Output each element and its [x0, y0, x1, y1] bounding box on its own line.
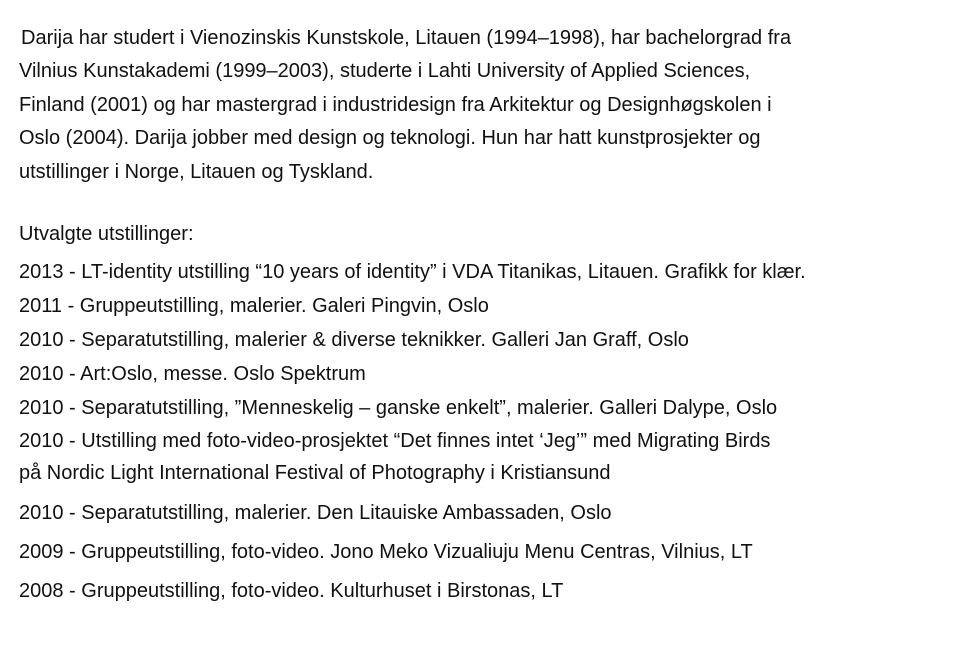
bio-line: Darija har studert i Vienozinskis Kunstskole, Litauen (1994–1998), har bachelorgrad fra: [21, 27, 792, 49]
exhibition-item: 2008 - Gruppeutstilling, foto-video. Kulturhuset i Birstonas, LT: [19, 580, 564, 602]
exhibition-item: 2011 - Gruppeutstilling, malerier. Galeri Pingvin, Oslo: [19, 295, 489, 317]
exhibition-item-continuation: på Nordic Light International Festival of Photography i Kristiansund: [19, 462, 611, 484]
bio-line: utstillinger i Norge, Litauen og Tyskland.: [19, 160, 374, 183]
exhibition-item: 2013 - LT-identity utstilling “10 years of identity” i VDA Titanikas, Litauen. Grafikk for klær.: [19, 261, 806, 283]
exhibition-item: 2010 - Separatutstilling, malerier. Den Litauiske Ambassaden, Oslo: [19, 502, 612, 524]
exhibition-item: 2009 - Gruppeutstilling, foto-video. Jono Meko Vizualiuju Menu Centras, Vilnius, LT: [19, 541, 753, 563]
exhibition-item: 2010 - Utstilling med foto-video-prosjektet “Det finnes intet ‘Jeg’” med Migrating Birds: [19, 430, 771, 452]
bio-line: Finland (2001) og har mastergrad i industridesign fra Arkitektur og Designhøgskolen i: [19, 93, 772, 116]
exhibition-item: 2010 - Separatutstilling, malerier & diverse teknikker. Galleri Jan Graff, Oslo: [19, 329, 689, 351]
exhibitions-heading: Utvalgte utstillinger:: [19, 223, 194, 245]
bio-line: Oslo (2004). Darija jobber med design og teknologi. Hun har hatt kunstprosjekter og: [19, 127, 761, 150]
exhibition-item: 2010 - Art:Oslo, messe. Oslo Spektrum: [19, 363, 366, 385]
bio-line: Vilnius Kunstakademi (1999–2003), studerte i Lahti University of Applied Sciences,: [19, 60, 751, 83]
bio-paragraph: [19, 22, 919, 189]
exhibition-item: 2010 - Separatutstilling, ”Menneskelig – ganske enkelt”, malerier. Galleri Dalype, Oslo: [19, 397, 778, 419]
